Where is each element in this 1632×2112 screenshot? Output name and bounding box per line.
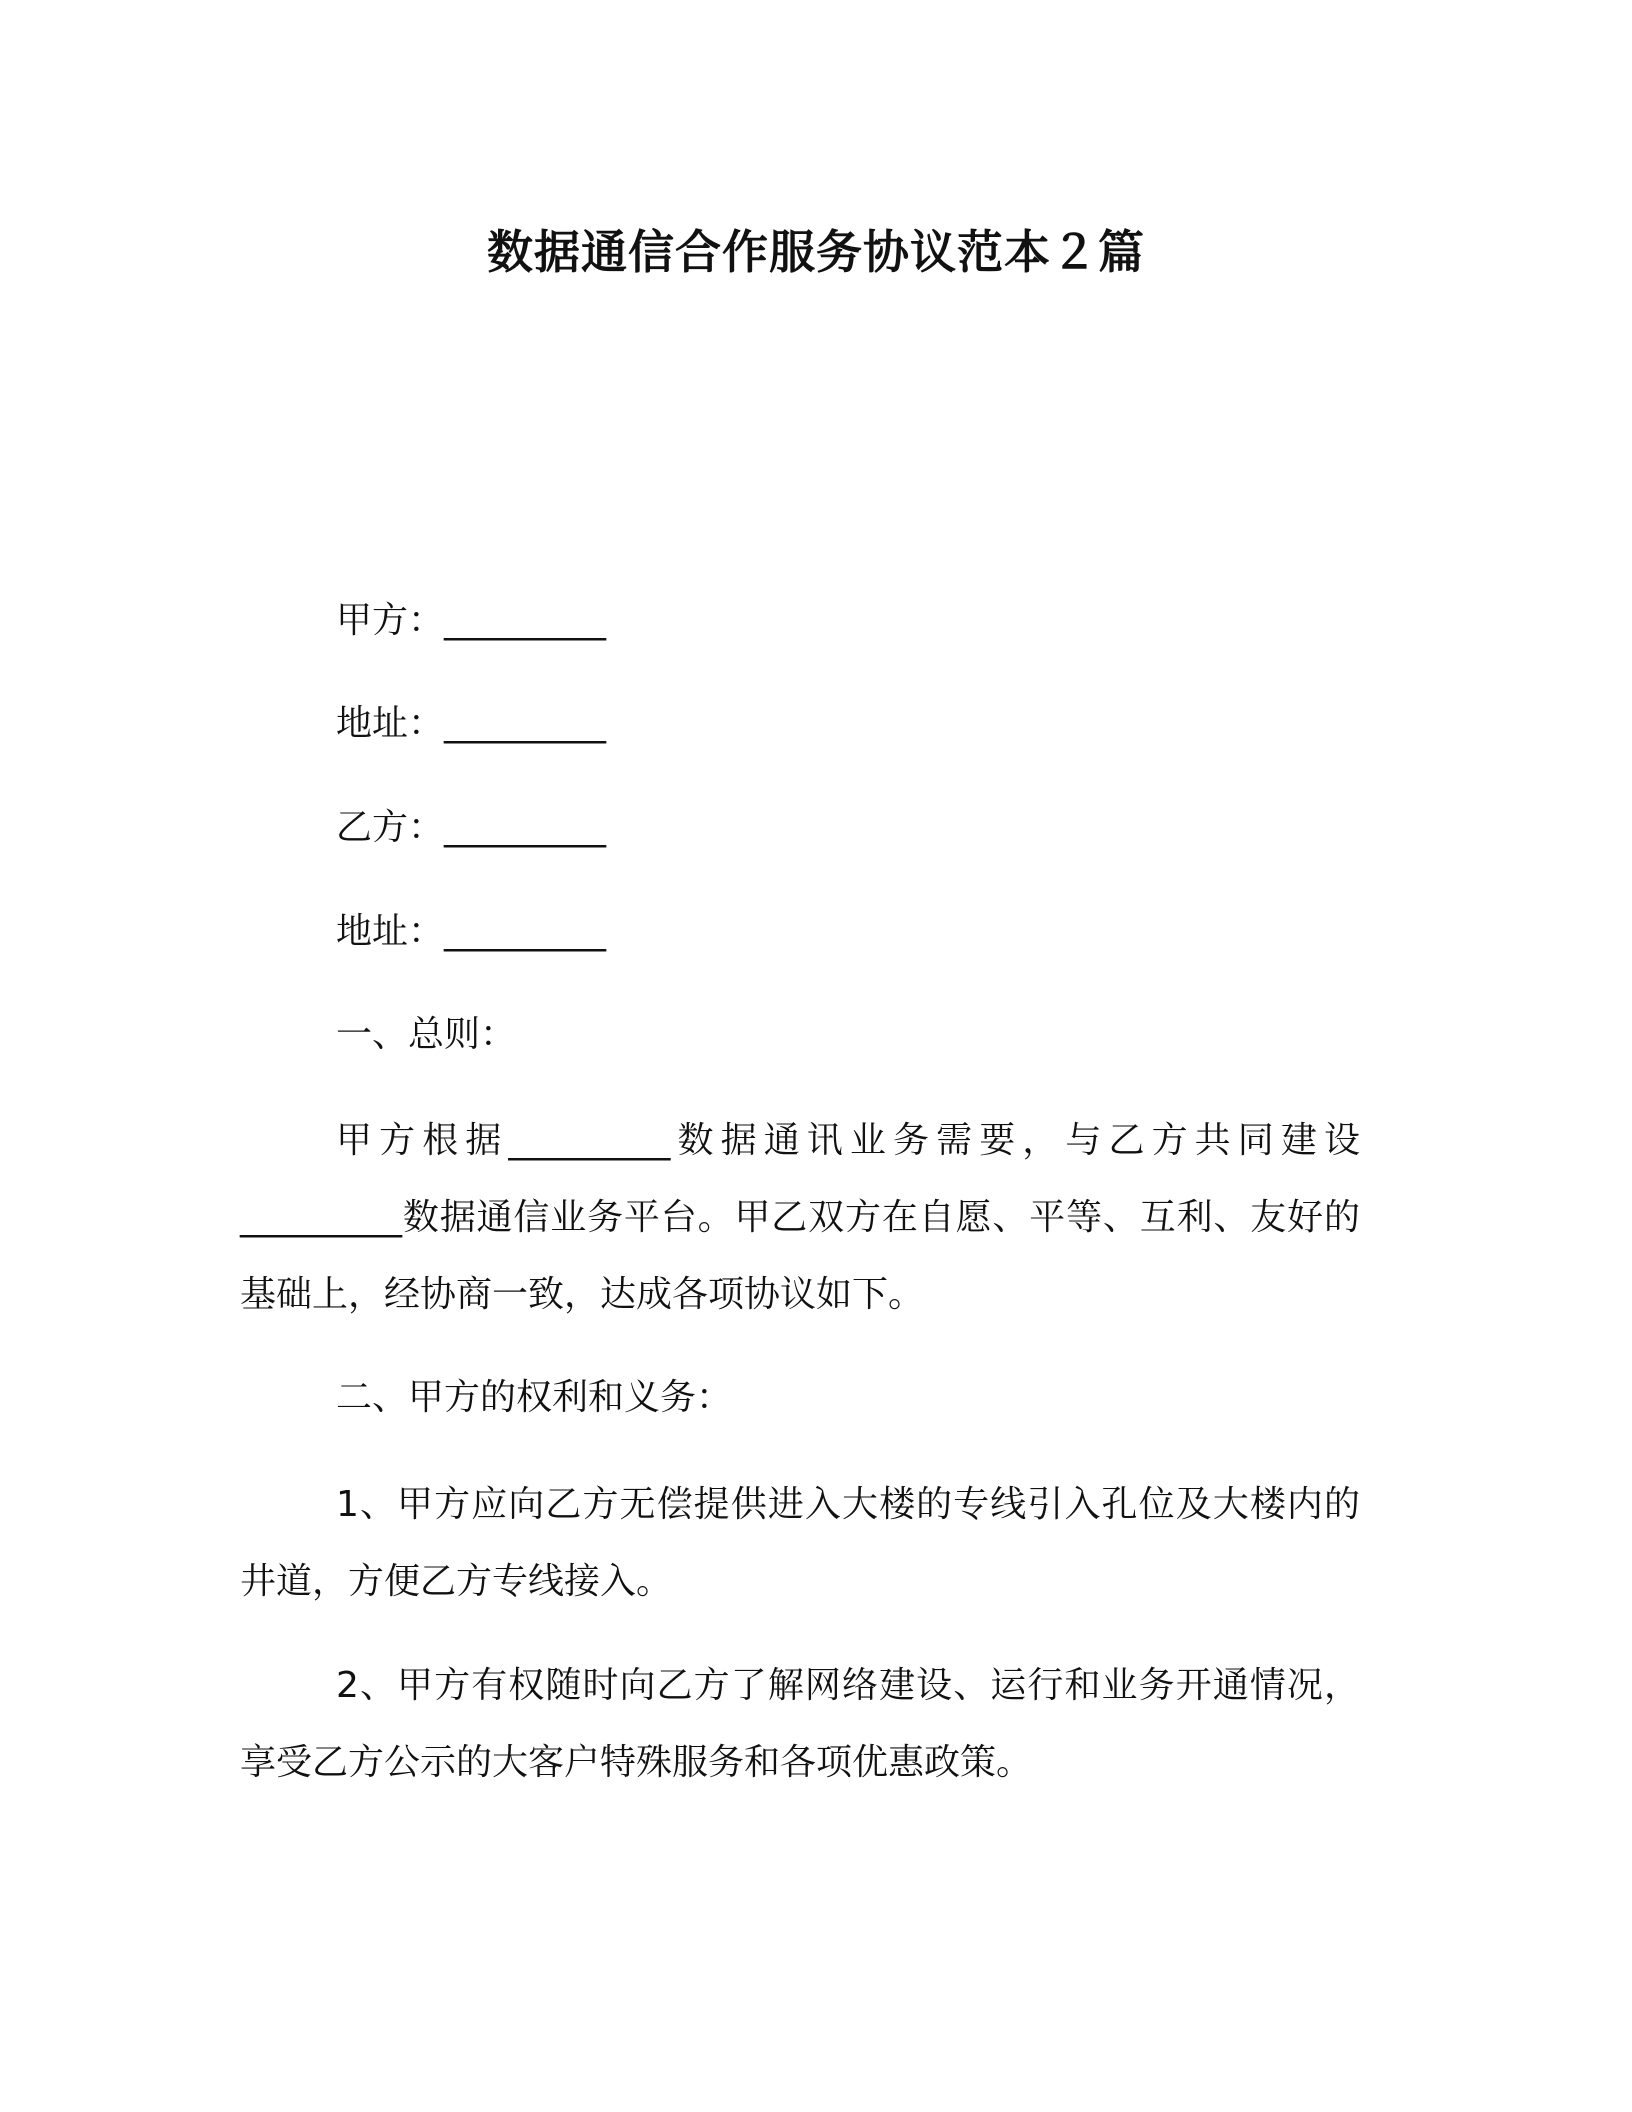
document-title: 数据通信合作服务协议范本２篇 bbox=[487, 225, 1145, 279]
paragraph-clause-2: 2、甲方有权随时向乙方了解网络建设、运行和业务开通情况，享受乙方公示的大客户特殊服务和各项优惠政策。 bbox=[240, 1665, 1360, 1783]
paragraph-clause-1: 1、甲方应向乙方无偿提供进入大楼的专线引入孔位及大楼内的井道，方便乙方专线接入。 bbox=[240, 1484, 1360, 1602]
party-a-address-field: 地址：_________ bbox=[336, 703, 607, 744]
section-heading-party-a-rights: 二、甲方的权利和义务： bbox=[336, 1377, 733, 1418]
party-a-field: 甲方：_________ bbox=[336, 600, 607, 641]
party-b-address-field: 地址：_________ bbox=[336, 911, 607, 952]
paragraph-general: 甲方根据_________数据通讯业务需要，与乙方共同建设_________数据通信业务平台。甲乙双方在自愿、平等、互利、友好的基础上，经协商一致，达成各项协议如下。 bbox=[240, 1120, 1360, 1315]
section-heading-general: 一、总则： bbox=[336, 1014, 517, 1055]
party-b-field: 乙方：_________ bbox=[336, 807, 607, 848]
